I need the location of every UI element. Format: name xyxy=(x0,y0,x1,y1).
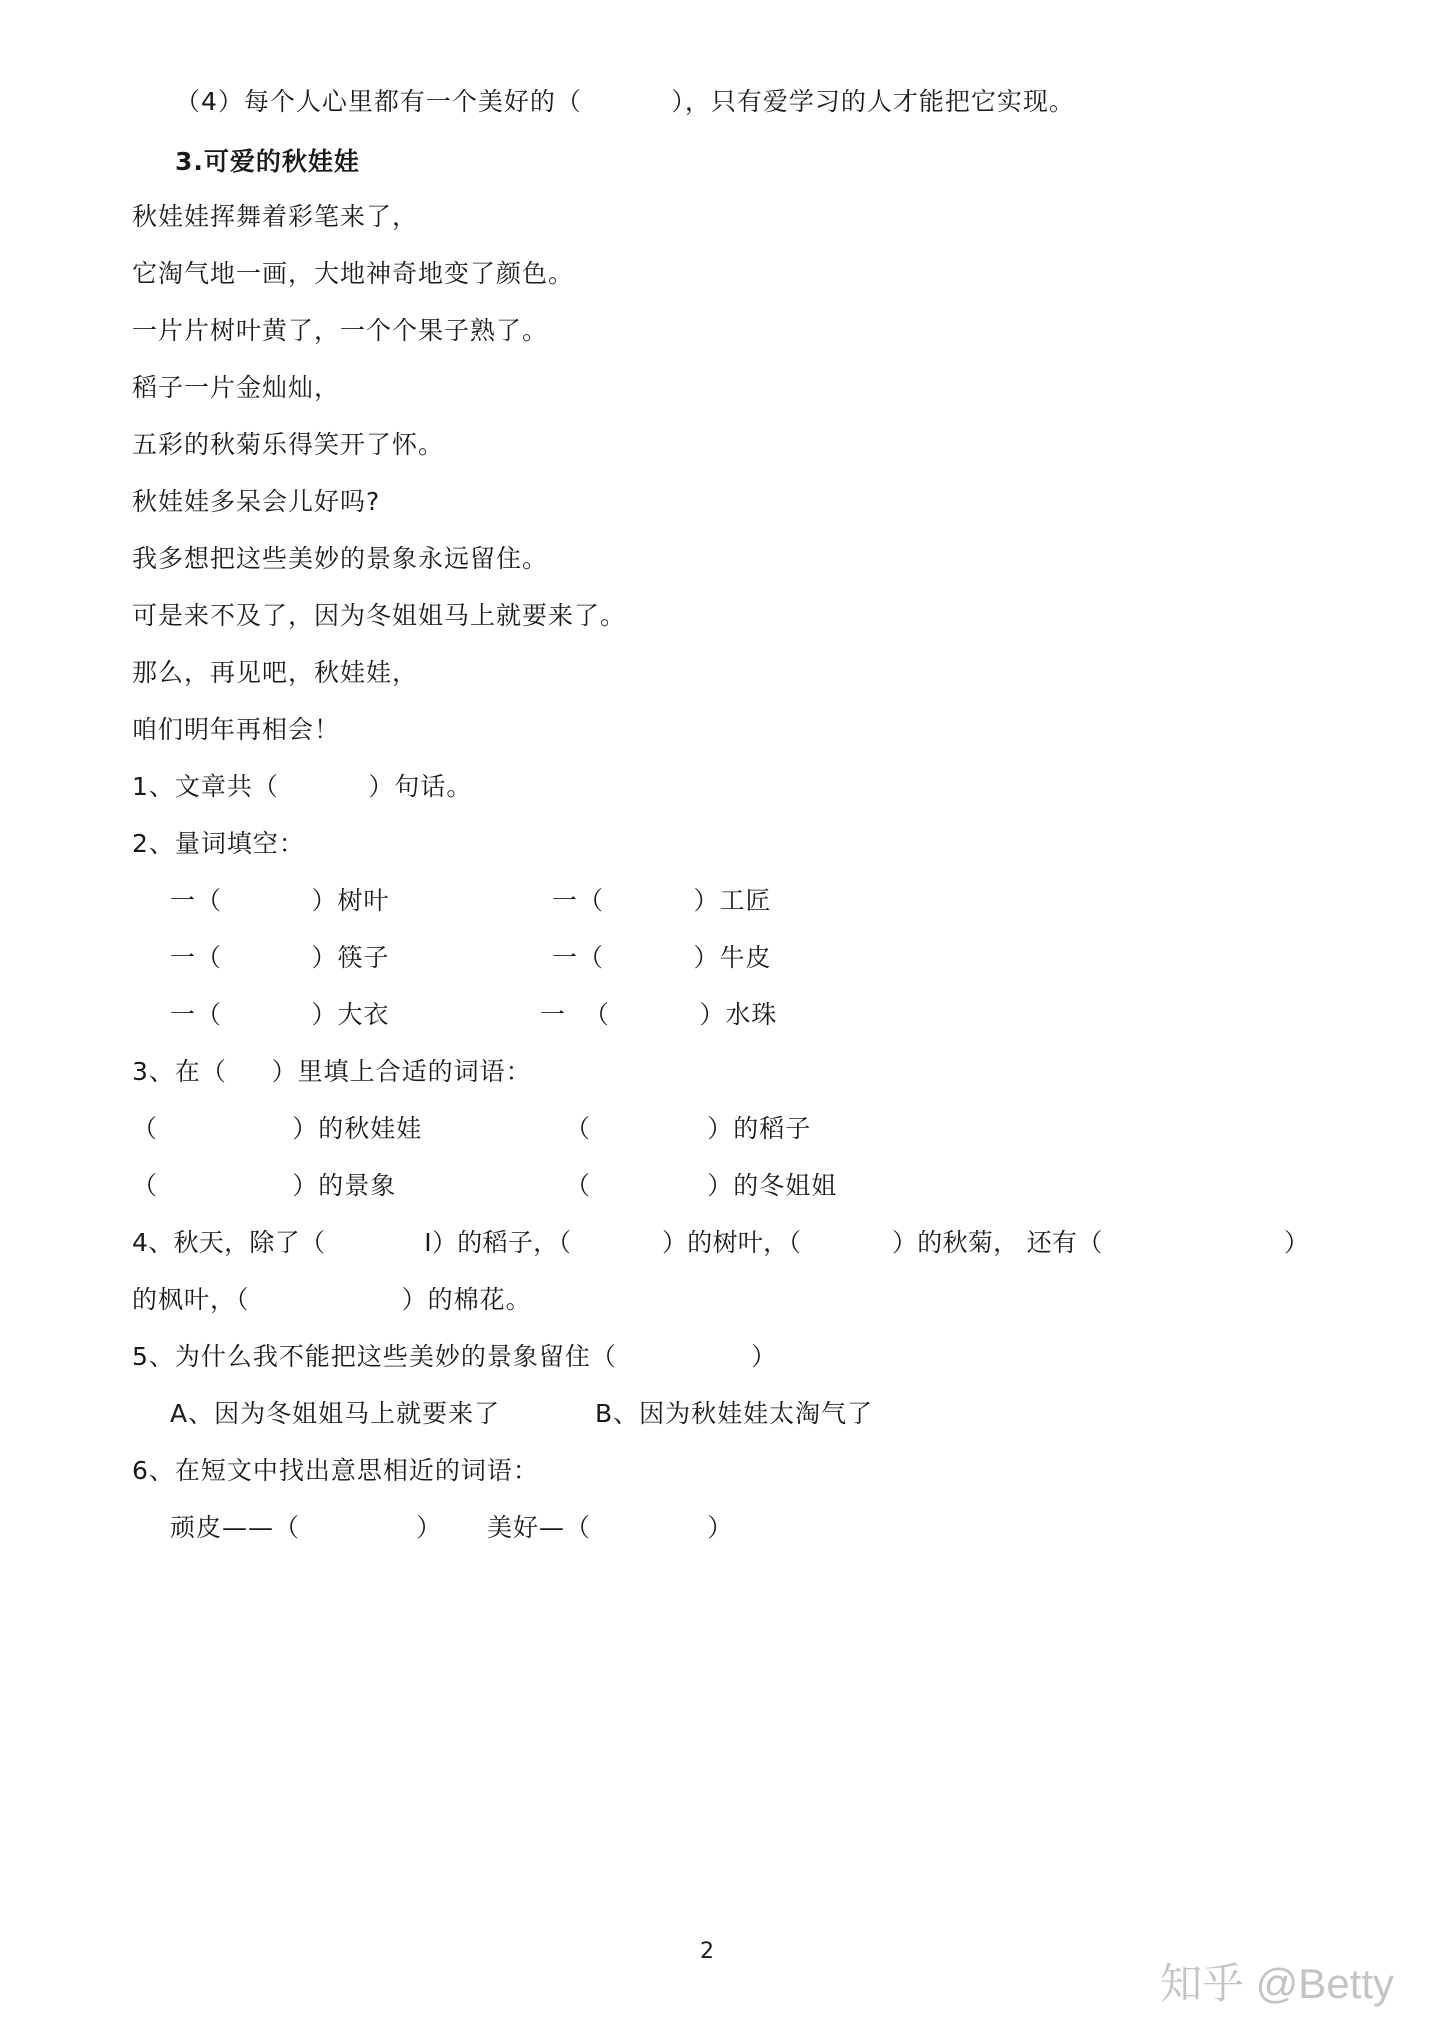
poem-line: 一片片树叶黄了，一个个果子熟了。 xyxy=(132,316,549,345)
watermark: 知乎 @Betty xyxy=(1160,1960,1395,2007)
fill-word-item: （ ）的稻子 xyxy=(565,1114,812,1143)
question-5-prompt: 5、为什么我不能把这些美妙的景象留住（ ） xyxy=(132,1342,778,1371)
poem-line: 稻子一片金灿灿， xyxy=(132,373,341,402)
fill-word-item: （ ）的冬姐姐 xyxy=(565,1171,838,1200)
question-4-line-1: 4、秋天，除了（ I）的稻子，（ ）的树叶，（ ）的秋菊， 还有（ ） xyxy=(132,1228,1310,1257)
poem-line: 可是来不及了，因为冬姐姐马上就要来了。 xyxy=(132,601,627,630)
prev-question-item-4: （4）每个人心里都有一个美好的（ ），只有爱学习的人才能把它实现。 xyxy=(175,87,1075,116)
synonym-answer-line: 顽皮——（ ） 美好—（ ） xyxy=(170,1513,734,1542)
question-4-line-2: 的枫叶，（ ）的棉花。 xyxy=(132,1285,532,1314)
measure-word-item: 一（ ）大衣 xyxy=(170,1000,390,1029)
measure-word-item: 一（ ）工匠 xyxy=(552,886,772,915)
page-number: 2 xyxy=(700,1939,714,1964)
option-b: B、因为秋娃娃太淘气了 xyxy=(595,1399,874,1428)
fill-word-item: （ ）的景象 xyxy=(132,1171,397,1200)
section-title: 3.可爱的秋娃娃 xyxy=(175,147,360,176)
poem-line: 那么，再见吧，秋娃娃， xyxy=(132,658,419,687)
poem-line: 五彩的秋菊乐得笑开了怀。 xyxy=(132,430,445,459)
measure-word-item: 一（ ）筷子 xyxy=(170,943,390,972)
option-a: A、因为冬姐姐马上就要来了 xyxy=(170,1399,501,1428)
question-3-prompt: 3、在（ ）里填上合适的词语： xyxy=(132,1057,532,1086)
poem-line: 秋娃娃挥舞着彩笔来了， xyxy=(132,202,419,231)
question-1: 1、文章共（ ）句话。 xyxy=(132,772,473,801)
poem-line: 秋娃娃多呆会儿好吗? xyxy=(132,487,381,516)
measure-word-item: 一 （ ）水珠 xyxy=(540,1000,778,1029)
poem-line: 咱们明年再相会！ xyxy=(132,715,341,744)
question-2-prompt: 2、量词填空： xyxy=(132,829,305,858)
poem-line: 它淘气地一画，大地神奇地变了颜色。 xyxy=(132,259,575,288)
measure-word-item: 一（ ）牛皮 xyxy=(552,943,772,972)
fill-word-item: （ ）的秋娃娃 xyxy=(132,1114,423,1143)
question-6-prompt: 6、在短文中找出意思相近的词语： xyxy=(132,1456,539,1485)
measure-word-item: 一（ ）树叶 xyxy=(170,886,390,915)
poem-line: 我多想把这些美妙的景象永远留住。 xyxy=(132,544,549,573)
